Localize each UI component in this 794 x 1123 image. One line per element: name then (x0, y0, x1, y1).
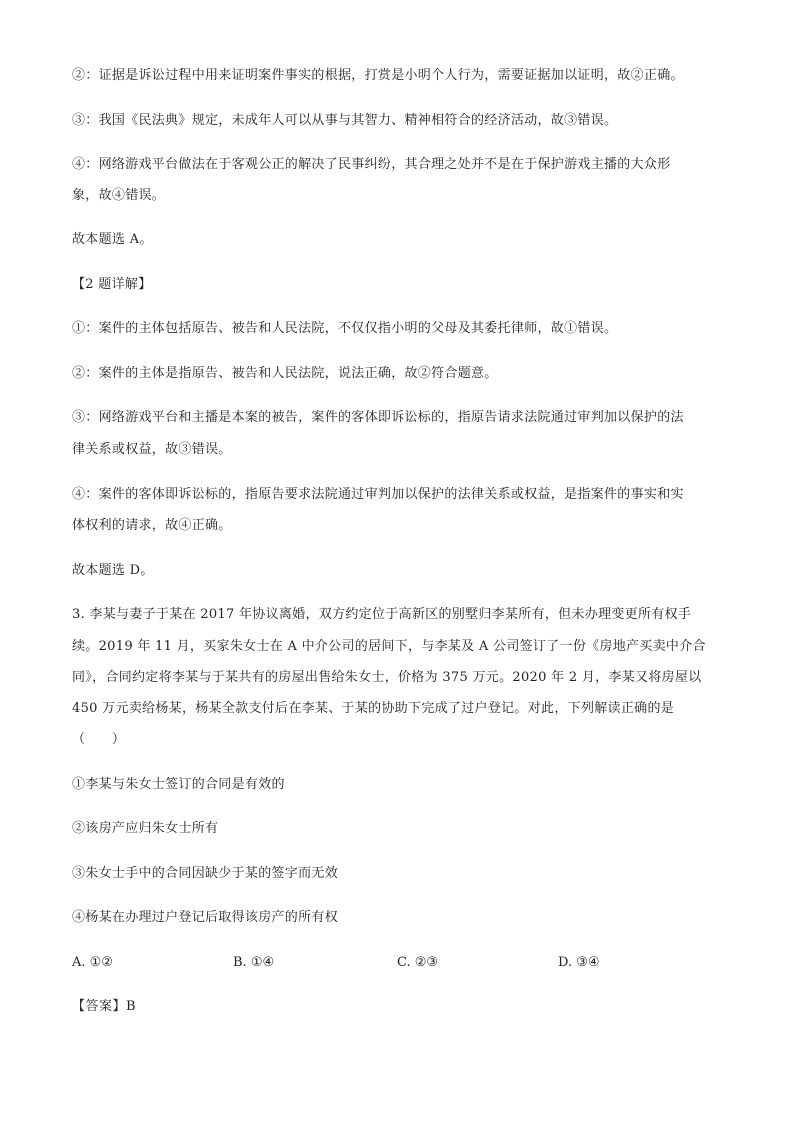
q3-answer-blank: （ ） (72, 732, 126, 747)
q3-statement-3: ③朱女士手中的合同因缺少于某的签字而无效 (72, 866, 339, 881)
q2-analysis-item-2: ②：案件的主体是指原告、被告和人民法院，说法正确，故②符合题意。 (72, 366, 498, 381)
q3-stem-line-3: 同》，合同约定将李某与于某共有的房屋出售给朱女士，价格为 375 万元。2020 年 2 月，李某又将房屋以 (72, 670, 702, 685)
q3-option-a: A. ①② (72, 955, 113, 970)
q2-heading: 【2 题详解】 (72, 277, 152, 292)
q3-statement-2: ②该房产应归朱女士所有 (72, 821, 219, 836)
q2-conclusion: 故本题选 D。 (72, 563, 154, 578)
q1-conclusion: 故本题选 A。 (72, 232, 153, 247)
q2-analysis-item-3-line-1: ③：网络游戏平台和主播是本案的被告，案件的客体即诉讼标的，指原告请求法院通过审判加以保护的法 (72, 410, 684, 425)
q3-statement-1: ①李某与朱女士签订的合同是有效的 (72, 777, 285, 792)
q3-option-d: D. ③④ (558, 955, 600, 970)
analysis-item-4-line-2: 象，故④错误。 (72, 188, 166, 203)
answer-tag: 【答案】 (72, 999, 127, 1014)
q3-option-b: B. ①④ (233, 955, 275, 970)
q3-stem-line-2: 续。2019 年 11 月，买家朱女士在 A 中介公司的居间下，与李某及 A 公司签订了一份《房地产买卖中介合 (72, 639, 706, 654)
q2-analysis-item-1: ①：案件的主体包括原告、被告和人民法院，不仅仅指小明的父母及其委托律师，故①错误。 (72, 321, 618, 336)
analysis-item-2: ②：证据是诉讼过程中用来证明案件事实的根据，打赏是小明个人行为，需要证据加以证明，故②正确。 (72, 68, 684, 83)
q2-analysis-item-3-line-2: 律关系或权益，故③错误。 (72, 442, 232, 457)
q3-statement-4: ④杨某在办理过户登记后取得该房产的所有权 (72, 910, 339, 925)
q3-option-c: C. ②③ (397, 955, 439, 970)
answer-value: B (126, 999, 136, 1014)
analysis-item-3: ③：我国《民法典》规定，未成年人可以从事与其智力、精神相符合的经济活动，故③错误。 (72, 113, 618, 128)
analysis-item-4-line-1: ④：网络游戏平台做法在于客观公正的解决了民事纠纷，其合理之处并不是在于保护游戏主播的大众形 (72, 157, 671, 172)
q3-answer (72, 997, 722, 1017)
q3-stem-line-4: 450 万元卖给杨某，杨某全款支付后在李某、于某的协助下完成了过户登记。对此，下列解读正确的是 (72, 701, 675, 716)
q2-analysis-item-4-line-1: ④：案件的客体即诉讼标的，指原告要求法院通过审判加以保护的法律关系或权益，是指案件的事实和实 (72, 487, 684, 502)
q2-analysis-item-4-line-2: 体权利的请求，故④正确。 (72, 518, 232, 533)
q3-stem-line-1: 3. 李某与妻子于某在 2017 年协议离婚，双方约定位于高新区的别墅归李某所有，但未办理变更所有权手 (72, 607, 692, 622)
